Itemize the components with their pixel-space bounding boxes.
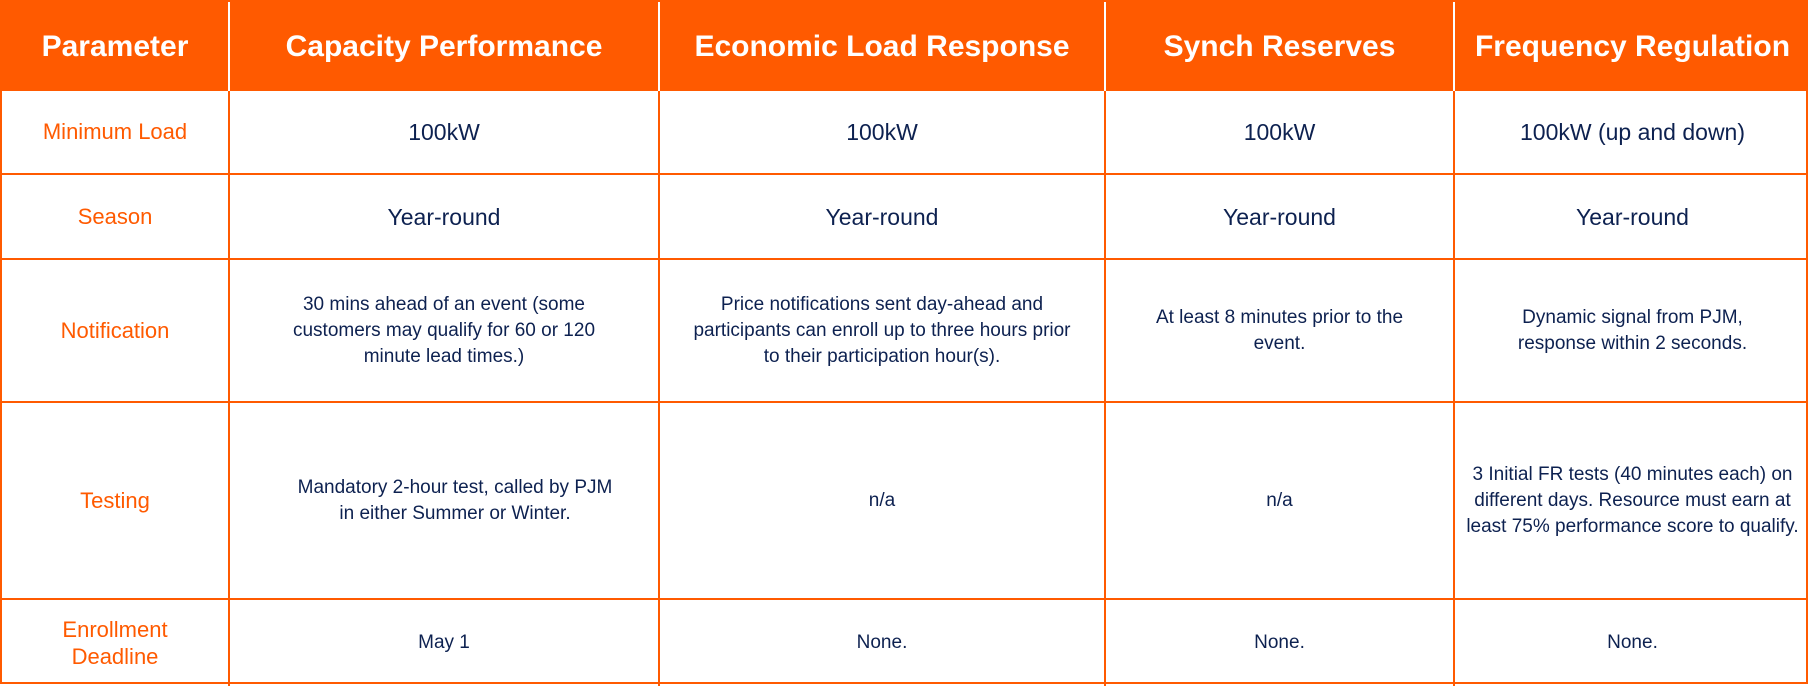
cell-notification-capacity: 30 mins ahead of an event (some customers may qualify for 60 or 120 minute lead times.) xyxy=(230,260,660,403)
cell-testing-frequency: 3 Initial FR tests (40 minutes each) on different days. Resource must earn at least 75% performance score to qualify. xyxy=(1455,403,1808,600)
cell-enrollment-frequency: None. xyxy=(1607,632,1658,653)
cell-notification-frequency: Dynamic signal from PJM, response within 2 seconds. xyxy=(1455,260,1808,403)
param-testing: Testing xyxy=(2,403,230,600)
cell-season-economic: Year-round xyxy=(660,175,1106,260)
cell-season-capacity: Year-round xyxy=(230,175,660,260)
cell-testing-capacity: Mandatory 2-hour test, called by PJM in either Summer or Winter. xyxy=(230,403,660,600)
header-frequency-regulation: Frequency Regulation xyxy=(1455,2,1808,91)
cell-minimum-load-capacity: 100kW xyxy=(230,91,660,175)
cell-minimum-load-economic: 100kW xyxy=(660,91,1106,175)
param-notification: Notification xyxy=(2,260,230,403)
header-economic-load-response: Economic Load Response xyxy=(660,2,1106,91)
header-synch-reserves: Synch Reserves xyxy=(1106,2,1455,91)
cell-notification-economic: Price notifications sent day-ahead and participants can enroll up to three hours prior to their participation hour(s). xyxy=(660,260,1106,403)
cell-enrollment-economic: None. xyxy=(660,600,1106,686)
param-season: Season xyxy=(2,175,230,260)
param-enrollment-deadline: Enrollment Deadline xyxy=(2,600,230,686)
cell-testing-economic: n/a xyxy=(660,403,1106,600)
header-parameter: Parameter xyxy=(2,2,230,91)
cell-notification-synch: At least 8 minutes prior to the event. xyxy=(1106,260,1455,403)
cell-season-synch: Year-round xyxy=(1106,175,1455,260)
cell-minimum-load-synch: 100kW xyxy=(1106,91,1455,175)
cell-testing-synch: n/a xyxy=(1106,403,1455,600)
cell-season-frequency: Year-round xyxy=(1455,175,1808,260)
param-minimum-load: Minimum Load xyxy=(2,91,230,175)
cell-enrollment-capacity: May 1 xyxy=(230,600,660,686)
header-capacity-performance: Capacity Performance xyxy=(230,2,660,91)
cell-enrollment-synch: None. xyxy=(1106,600,1455,686)
cell-minimum-load-frequency: 100kW (up and down) xyxy=(1455,91,1808,175)
